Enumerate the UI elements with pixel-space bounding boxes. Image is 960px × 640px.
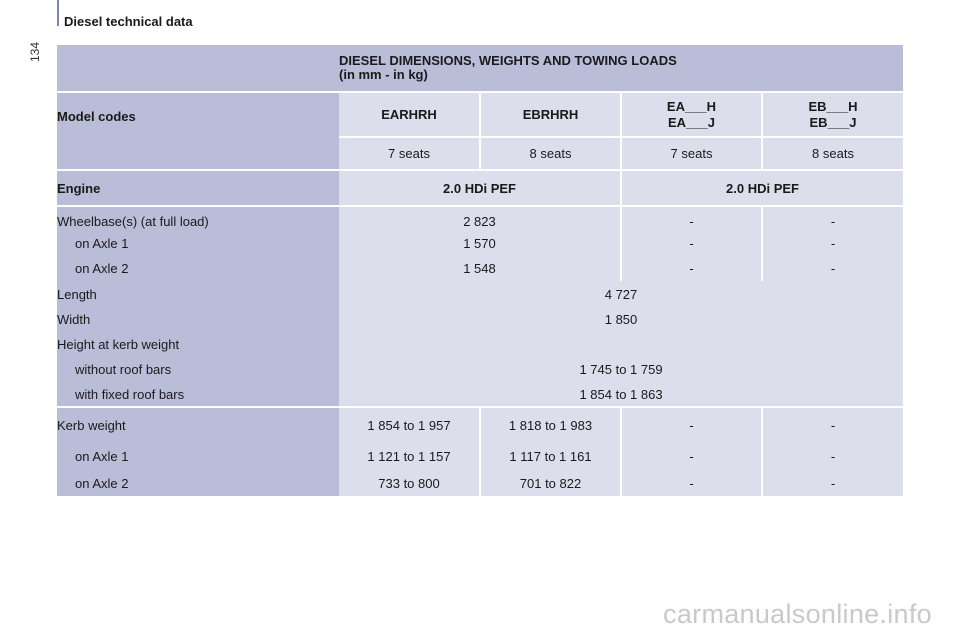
watermark: carmanualsonline.info [663,599,932,629]
table-title-line2: (in mm - in kg) [339,67,428,82]
kerb-weight-label: Kerb weight [57,407,339,443]
kerb-axle1-value: - [762,443,903,470]
kerb-axle2-value: 701 to 822 [480,470,621,496]
length-row [57,281,903,307]
model-code-ea-h: EA___H [666,98,717,114]
wheelbase-axle1-value: 1 570 [339,231,621,256]
height-label: Height at kerb weight [57,332,339,357]
kerb-weight-value: 1 854 to 1 957 [339,407,480,443]
wheelbase-axle1-row [57,231,903,256]
height-value [339,332,903,357]
model-codes-row [57,92,903,137]
kerb-axle1-value: 1 121 to 1 157 [339,443,480,470]
wheelbase-axle1-value: - [621,231,762,256]
kerb-axle1-row [57,443,903,470]
engine-value: 2.0 HDi PEF [621,170,903,206]
model-code-eb-h: EB___H [808,98,858,114]
model-code-ea [621,92,762,137]
table-title-line1: DIESEL DIMENSIONS, WEIGHTS AND TOWING LOADS [339,53,677,68]
length-value: 4 727 [339,281,903,307]
kerb-axle1-value: 1 117 to 1 161 [480,443,621,470]
table-title-row [57,45,903,92]
wheelbase-axle2-value: - [621,256,762,281]
kerb-axle1-value: - [621,443,762,470]
wheelbase-axle2-value: - [762,256,903,281]
model-codes-label: Model codes [57,92,339,170]
height-row [57,332,903,357]
width-value: 1 850 [339,307,903,332]
table-title [339,45,903,92]
wheelbase-axle2-value: 1 548 [339,256,621,281]
without-roof-bars-value: 1 745 to 1 759 [339,357,903,382]
wheelbase-value: 2 823 [339,206,621,231]
model-code-earhrh: EARHRH [339,92,480,137]
seats-cell: 7 seats [621,137,762,170]
axle1-label: on Axle 1 [57,231,339,256]
title-label-cell [57,45,339,92]
page-number: 134 [28,41,42,62]
kerb-weight-value: - [762,407,903,443]
without-roof-bars-row [57,357,903,382]
engine-row [57,170,903,206]
dimensions-table [57,45,903,496]
engine-label: Engine [57,170,339,206]
section-title: Diesel technical data [64,14,193,29]
width-label: Width [57,307,339,332]
wheelbase-axle1-value: - [762,231,903,256]
wheelbase-value: - [621,206,762,231]
kerb-weight-value: 1 818 to 1 983 [480,407,621,443]
fixed-roof-bars-value: 1 854 to 1 863 [339,382,903,407]
length-label: Length [57,281,339,307]
model-code-ebrhrh: EBRHRH [480,92,621,137]
without-roof-bars-label: without roof bars [57,357,339,382]
fixed-roof-bars-row [57,382,903,407]
axle2-label: on Axle 2 [57,256,339,281]
side-accent-bar [57,0,59,26]
axle2-label: on Axle 2 [57,470,339,496]
wheelbase-row [57,206,903,231]
wheelbase-value: - [762,206,903,231]
kerb-axle2-value: - [621,470,762,496]
kerb-weight-row [57,407,903,443]
kerb-axle2-row [57,470,903,496]
axle1-label: on Axle 1 [57,443,339,470]
wheelbase-label: Wheelbase(s) (at full load) [57,206,339,231]
kerb-axle2-value: 733 to 800 [339,470,480,496]
fixed-roof-bars-label: with fixed roof bars [57,382,339,407]
kerb-axle2-value: - [762,470,903,496]
model-code-eb-j: EB___J [809,114,857,130]
width-row [57,307,903,332]
engine-value: 2.0 HDi PEF [339,170,621,206]
seats-cell: 8 seats [762,137,903,170]
seats-cell: 7 seats [339,137,480,170]
model-code-eb [762,92,903,137]
kerb-weight-value: - [621,407,762,443]
model-code-ea-j: EA___J [668,114,715,130]
seats-cell: 8 seats [480,137,621,170]
wheelbase-axle2-row [57,256,903,281]
